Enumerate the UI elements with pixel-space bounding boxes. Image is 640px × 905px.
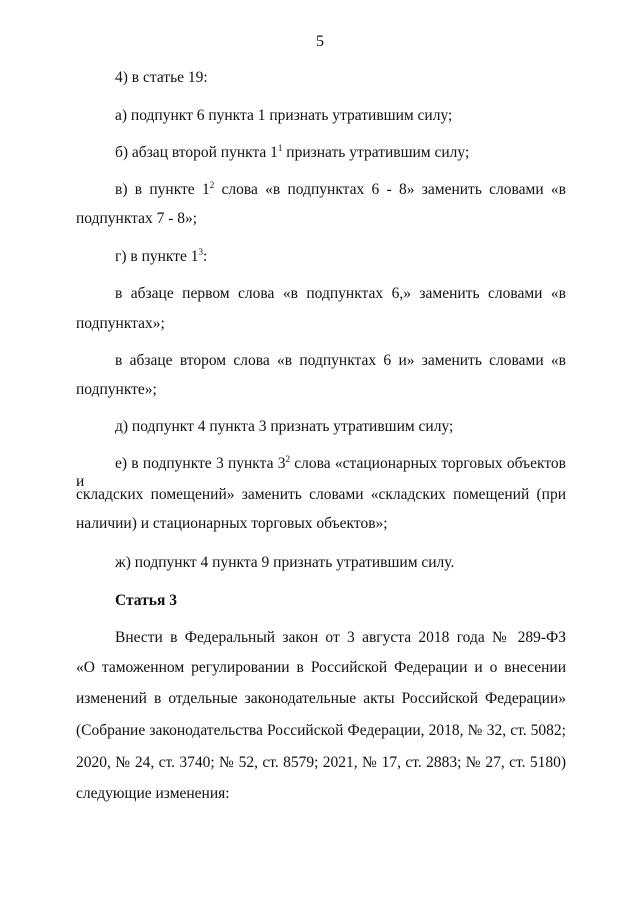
item-g-text-end: : [203, 248, 208, 265]
article-line-3: изменений в отдельные законодательные акты Российской Федерации» [76, 690, 566, 707]
item-4-intro: 4) в статье 19: [115, 69, 208, 86]
item-e-superscript: 2 [285, 453, 290, 464]
item-v-line-2: подпунктах 7 - 8»; [76, 210, 198, 227]
item-g [76, 248, 566, 266]
article-line-6: следующие изменения: [76, 785, 230, 802]
item-b-text: б) абзац второй пункта 1 [115, 144, 278, 161]
item-v-line-1 [76, 181, 566, 199]
article-heading: Статья 3 [115, 592, 177, 609]
article-line-4: (Собрание законодательства Российской Федерации, 2018, № 32, ст. 5082; [76, 722, 566, 739]
item-e-text: е) в подпункте 3 пункта 3 [115, 455, 286, 472]
item-zh: ж) подпункт 4 пункта 9 признать утратившим силу. [115, 554, 455, 571]
item-g-paragraph-1-line-2: подпунктах»; [76, 315, 165, 332]
item-b-text-end: признать утратившим силу; [282, 144, 470, 161]
page-number: 5 [316, 33, 324, 50]
item-d: д) подпункт 4 пункта 3 признать утратившим силу; [115, 418, 454, 435]
item-v-text-end: слова «в подпунктах 6 - 8» заменить словами «в [214, 181, 566, 198]
article-line-1: Внести в Федеральный закон от 3 августа 2018 года № 289-ФЗ [115, 629, 566, 646]
item-v-superscript: 2 [209, 179, 215, 190]
item-v-text: в) в пункте 1 [115, 181, 210, 198]
item-b [76, 144, 566, 162]
item-g-text: г) в пункте 1 [115, 248, 199, 265]
item-g-superscript: 3 [198, 246, 204, 257]
item-a: а) подпункт 6 пункта 1 признать утратившим силу; [115, 107, 453, 124]
article-line-5: 2020, № 24, ст. 3740; № 52, ст. 8579; 2021, № 17, ст. 2883; № 27, ст. 5180) [76, 754, 566, 771]
item-g-paragraph-2-line-2: подпункте»; [76, 381, 157, 398]
item-e-line-2: складских помещений» заменить словами «складских помещений (при [76, 486, 566, 503]
item-e-line-3: наличии) и стационарных торговых объектов»; [76, 515, 388, 532]
item-g-paragraph-1-line-1: в абзаце первом слова «в подпунктах 6,» заменить словами «в [115, 285, 566, 302]
item-b-superscript: 1 [277, 142, 283, 153]
item-g-paragraph-2-line-1: в абзаце втором слова «в подпунктах 6 и» заменить словами «в [115, 352, 566, 369]
item-e-text-end: слова «стационарных торговых объектов и [76, 455, 566, 490]
article-line-2: «О таможенном регулировании в Российской Федерации и о внесении [76, 659, 566, 676]
